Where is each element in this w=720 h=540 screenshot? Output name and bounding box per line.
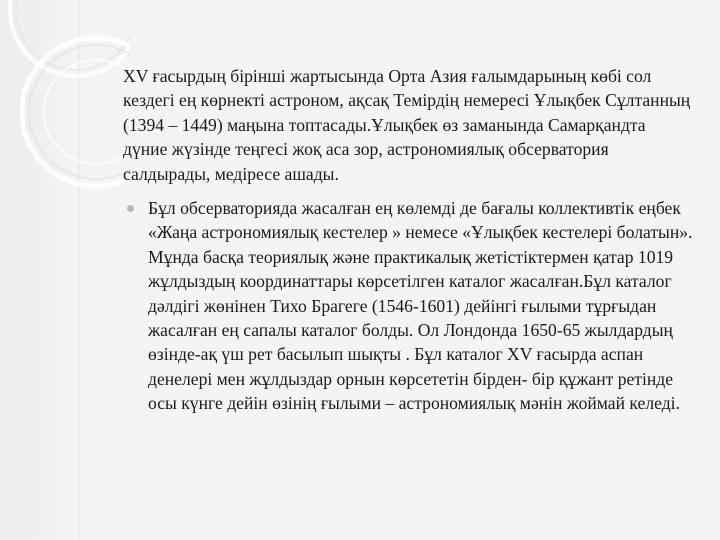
slide-body <box>123 64 693 416</box>
decorative-circles <box>0 0 130 300</box>
bullet-paragraph: Бұл обсерваторияда жасалған ең көлемді де бағалы коллективтік еңбек «Жаңа астрономиялық кестелер » немесе «Ұлықбек кестелері болатын». Мұнда басқа теориялық және практикалық жетістіктермен қатар 1019 жұлдыздың координаттары көрсетілген каталог жасалған.Бұл каталог дәлдігі жөнінен Тихо Брагеге (1546-1601) дейінгі ғылыми тұрғыдан жасалған ең сапалы каталог болды. Ол Лондонда 1650-65 жылдардың өзінде-ақ үш рет басылып шықты . Бұл каталог XV ғасырда аспан денелері мен жұлдыздар орнын көрсететін бірден- бір құжант ретінде осы күнге дейін өзінің ғылыми – астрономиялық мәнін жоймай келеді. <box>148 198 693 414</box>
bullet-dot-icon <box>127 205 134 212</box>
intro-paragraph: XV ғасырдың бірінші жартысында Орта Азия ғалымдарының көбі сол кездегі ең көрнекті астроном, ақсақ Темірдің немересі Ұлықбек Сұлтанның (1394 – 1449) маңына топтасады.Ұлықбек өз заманында Самарқандта дүние жүзінде теңгесі жоқ аса зор, астрономиялық обсерватория салдырады, медіресе ашады. <box>123 66 691 184</box>
bullet-item <box>123 196 693 416</box>
